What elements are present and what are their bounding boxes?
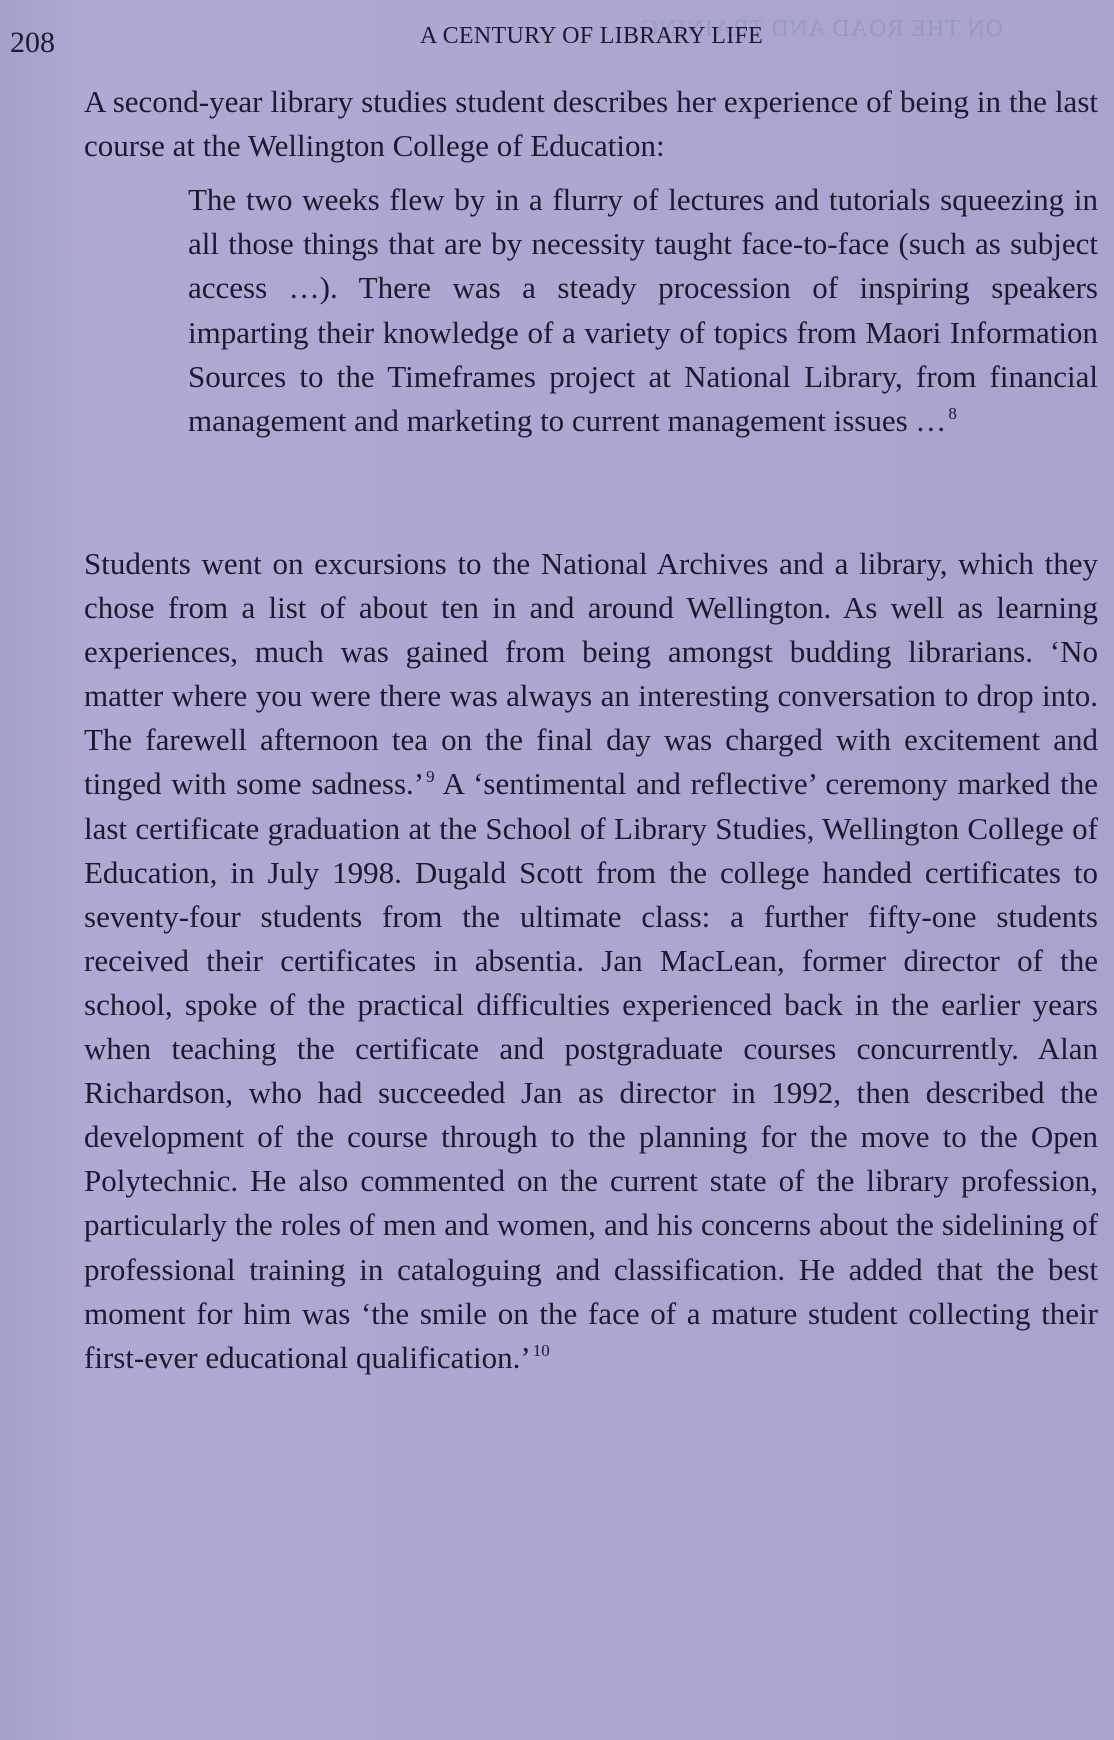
footnote-ref-9: 9 (426, 767, 435, 787)
intro-text: A second-year library studies student describes her experience of being in the last course at the Wellington College of Education: (84, 84, 1098, 164)
intro-paragraph (84, 80, 1098, 168)
footnote-ref-10: 10 (532, 1340, 550, 1360)
block-quote (188, 178, 1098, 443)
main-text-part2: A ‘sentimental and reflective’ ceremony marked the last certificate graduation at the School of Library Studies, Wellington College of Education, in July 1998. Dugald Scott from the college handed certificates to seventy-four students from the ultimate class: a further fifty-one students received their certificates in absentia. Jan MacLean, former director of the school, spoke of the practical difficulties experienced back in the earlier years when teaching the certificate and postgraduate courses concurrently. Alan Richardson, who had succeeded Jan as director in 1992, then described the development of the course through to the planning for the move to the Open Polytechnic. He also commented on the current state of the library profession, particularly the roles of men and women, and his concerns about the sidelining of professional training in cataloguing and classification. He added that the best moment for him was ‘the smile on the face of a mature student collecting their first-ever educational qualification.’ (84, 766, 1098, 1375)
main-paragraph (84, 542, 1098, 1380)
page-number: 208 (10, 26, 55, 59)
show-through-header: ON THE ROAD AND TRAINING (640, 16, 1004, 42)
quote-text: The two weeks flew by in a flurry of lectures and tutorials squeezing in all those things that are by necessity taught face-to-face (such as subject access …). There was a steady procession of inspiring speakers imparting their knowledge of a variety of topics from Maori Information Sources to the Timeframes project at National Library, from financial management and marketing to current management issues … (188, 182, 1098, 439)
main-text-part1: Students went on excursions to the National Archives and a library, which they chose from a list of about ten in and around Wellington. As well as learning experiences, much was gained from being amongst budding librarians. ‘No matter where you were there was always an interesting conversation to drop into. The farewell afternoon tea on the final day was charged with excitement and tinged with some sadness.’ (84, 546, 1098, 802)
footnote-ref-8: 8 (948, 404, 957, 424)
running-head: A CENTURY OF LIBRARY LIFE (420, 23, 764, 49)
